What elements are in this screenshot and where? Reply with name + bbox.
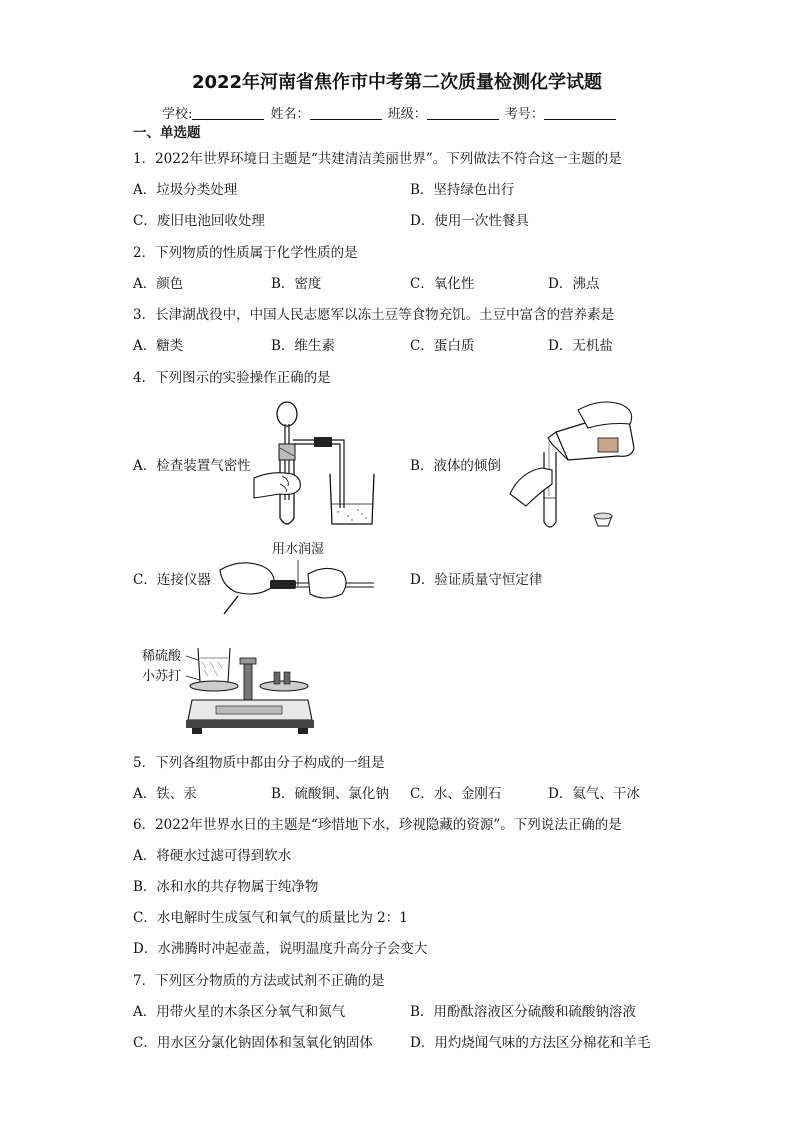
question-7-option-b: B．用酚酞溶液区分硫酸和硫酸钠溶液 — [410, 1004, 636, 1020]
question-2-stem: 2．下列物质的性质属于化学性质的是 — [133, 245, 358, 261]
exam-number-label: 考号： — [504, 107, 544, 122]
question-3-option-c: C．蛋白质 — [410, 338, 475, 354]
question-2-option-a: A．颜色 — [133, 276, 184, 292]
question-1-option-c: C．废旧电池回收处理 — [133, 213, 265, 229]
question-4-option-c: C．连接仪器 — [133, 572, 211, 588]
question-3-option-a: A．糖类 — [133, 338, 184, 354]
question-3-option-d: D．无机盐 — [548, 338, 613, 354]
question-4-option-d: D．验证质量守恒定律 — [410, 572, 543, 588]
exam-number-blank[interactable] — [544, 106, 616, 120]
question-2-option-c: C．氧化性 — [410, 276, 475, 292]
name-blank[interactable] — [310, 106, 382, 120]
question-1-option-b: B．坚持绿色出行 — [410, 182, 515, 198]
class-blank[interactable] — [427, 106, 499, 120]
page-title: 2022年河南省焦作市中考第二次质量检测化学试题 — [191, 72, 603, 93]
question-3-stem: 3．长津湖战役中，中国人民志愿军以冻土豆等食物充饥。土豆中富含的营养素是 — [133, 307, 615, 323]
question-7-option-d: D．用灼烧闻气味的方法区分棉花和羊毛 — [410, 1035, 651, 1051]
school-blank[interactable] — [192, 106, 264, 120]
question-7-stem: 7．下列区分物质的方法或试剂不正确的是 — [133, 973, 385, 989]
question-5-option-d: D．氦气、干冰 — [548, 786, 640, 802]
school-label: 学校: — [162, 107, 193, 122]
dilute-sulfuric-acid-label: 稀硫酸 — [142, 649, 182, 664]
question-7-option-c: C．用水区分氯化钠固体和氢氧化钠固体 — [133, 1035, 373, 1051]
student-info-row — [162, 103, 618, 122]
baking-soda-label: 小苏打 — [142, 669, 182, 684]
question-6-option-c: C．水电解时生成氢气和氧气的质量比为 2：1 — [133, 910, 408, 926]
section-heading: 一、单选题 — [133, 125, 201, 141]
question-7-option-a: A．用带火星的木条区分氧气和氮气 — [133, 1004, 346, 1020]
airtightness-check-figure — [252, 400, 382, 532]
question-1-stem: 1．2022年世界环境日主题是“共建清洁美丽世界”。下列做法不符合这一主题的是 — [133, 151, 622, 167]
question-2-option-b: B．密度 — [271, 276, 322, 292]
question-1-option-a: A．垃圾分类处理 — [133, 182, 238, 198]
class-label: 班级： — [387, 107, 427, 122]
question-3-option-b: B．维生素 — [271, 338, 335, 354]
question-5-stem: 5．下列各组物质中都由分子构成的一组是 — [133, 755, 385, 771]
question-2-option-d: D．沸点 — [548, 276, 600, 292]
question-6-option-d: D．水沸腾时冲起壶盖，说明温度升高分子会变大 — [133, 941, 428, 957]
pouring-liquid-figure — [508, 398, 648, 534]
question-6-option-b: B．冰和水的共存物属于纯净物 — [133, 879, 319, 895]
question-4-option-a: A．检查装置气密性 — [133, 458, 251, 474]
question-6-stem: 6．2022年世界水日的主题是“珍惜地下水，珍视隐藏的资源”。下列说法正确的是 — [133, 817, 622, 833]
wet-with-water-label: 用水润湿 — [272, 542, 325, 557]
question-4-option-b: B．液体的倾倒 — [410, 458, 501, 474]
question-5-option-c: C．水、金刚石 — [410, 786, 502, 802]
balance-figure — [186, 640, 316, 736]
name-label: 姓名： — [270, 107, 310, 122]
question-5-option-a: A．铁、汞 — [133, 786, 197, 802]
connecting-apparatus-figure — [218, 558, 378, 620]
question-6-option-a: A．将硬水过滤可得到软水 — [133, 848, 292, 864]
question-5-option-b: B．硫酸铜、氯化钠 — [271, 786, 389, 802]
question-4-stem: 4．下列图示的实验操作正确的是 — [133, 370, 331, 386]
question-1-option-d: D．使用一次性餐具 — [410, 213, 529, 229]
